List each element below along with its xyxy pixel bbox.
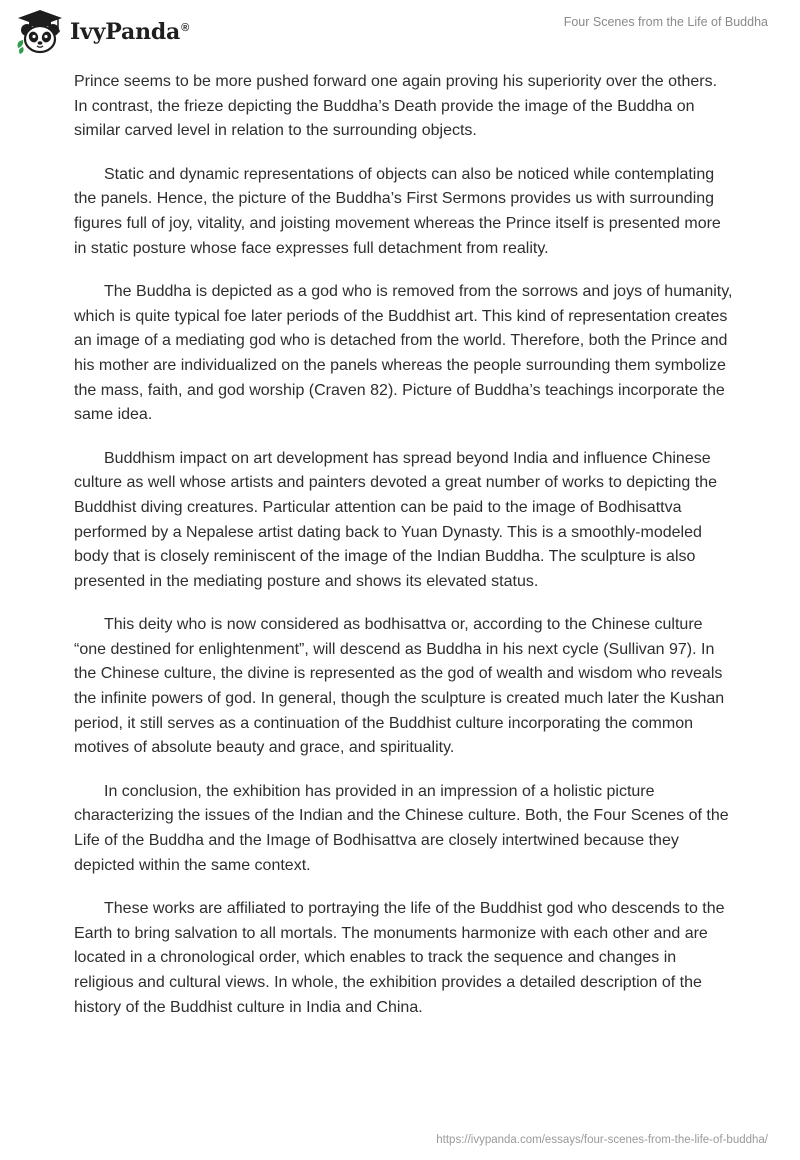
paragraph: In conclusion, the exhibition has provided in an impression of a holistic picture characterizing the issues of the Indian and the Chinese culture. Both, the Four Scenes of the Life of the Buddha and the Image of Bodhisattva are closely intertwined because they depicted within the same context. [74, 782, 729, 874]
paragraph: These works are affiliated to portraying the life of the Buddhist god who descends to the Earth to bring salvation to all mortals. The monuments harmonize with each other and are located in a chronological order, which enables to track the sequence and changes in religious and cultural views. In whole, the exhibition provides a detailed description of the history of the Buddhist culture in India and China. [74, 900, 725, 1016]
page-header [0, 0, 800, 64]
paragraph: Buddhism impact on art development has spread beyond India and influence Chinese culture as well whose artists and painters devoted a great number of works to depicting the Buddhist diving creatures. Particular attention can be paid to the image of Bodhisattva performed by a Nepalese artist dating back to Yuan Dynasty. This is a smoothly-modeled body that is closely reminiscent of the image of the Indian Buddha. The sculpture is also presented in the mediating posture and shows its elevated status. [74, 449, 718, 590]
ivypanda-logo[interactable] [14, 8, 189, 56]
paragraph-continuation: Prince seems to be more pushed forward one again proving his superiority over the others. In contrast, the frieze depicting the Buddha’s Death provide the image of the Buddha on similar carved level in relation to the surrounding objects. [74, 73, 718, 140]
paragraph: The Buddha is depicted as a god who is removed from the sorrows and joys of humanity, which is quite typical foe later periods of the Buddhist art. This kind of representation creates an image of a mediating god who is detached from the world. Therefore, both the Prince and his mother are individualized on the panels whereas the people surrounding them symbolize the mass, faith, and god worship (Craven 82). Picture of Buddha’s teachings incorporate the same idea. [74, 283, 733, 424]
panda-graduate-icon [14, 8, 66, 56]
paragraph: Static and dynamic representations of objects can also be noticed while contemplating the panels. Hence, the picture of the Buddha’s First Sermons provides us with surrounding figures full of joy, vitality, and joisting movement whereas the Prince itself is presented more in static posture whose face expresses full detachment from reality. [74, 165, 721, 257]
source-url[interactable]: https://ivypanda.com/essays/four-scenes-from-the-life-of-buddha/ [436, 1134, 768, 1146]
paragraph: This deity who is now considered as bodhisattva or, according to the Chinese culture “one destined for enlightenment”, will descend as Buddha in his next cycle (Sullivan 97). In the Chinese culture, the divine is represented as the god of wealth and wisdom who reveals the infinite powers of god. In general, though the sculpture is created much later the Kushan period, it still serves as a continuation of the Buddhist culture incorporating the common motives of absolute beauty and grace, and spirituality. [74, 616, 725, 757]
brand-name: IvyPanda® [70, 19, 190, 45]
essay-body [74, 70, 734, 1039]
document-title: Four Scenes from the Life of Buddha [563, 15, 768, 29]
registered-mark: ® [181, 21, 190, 34]
